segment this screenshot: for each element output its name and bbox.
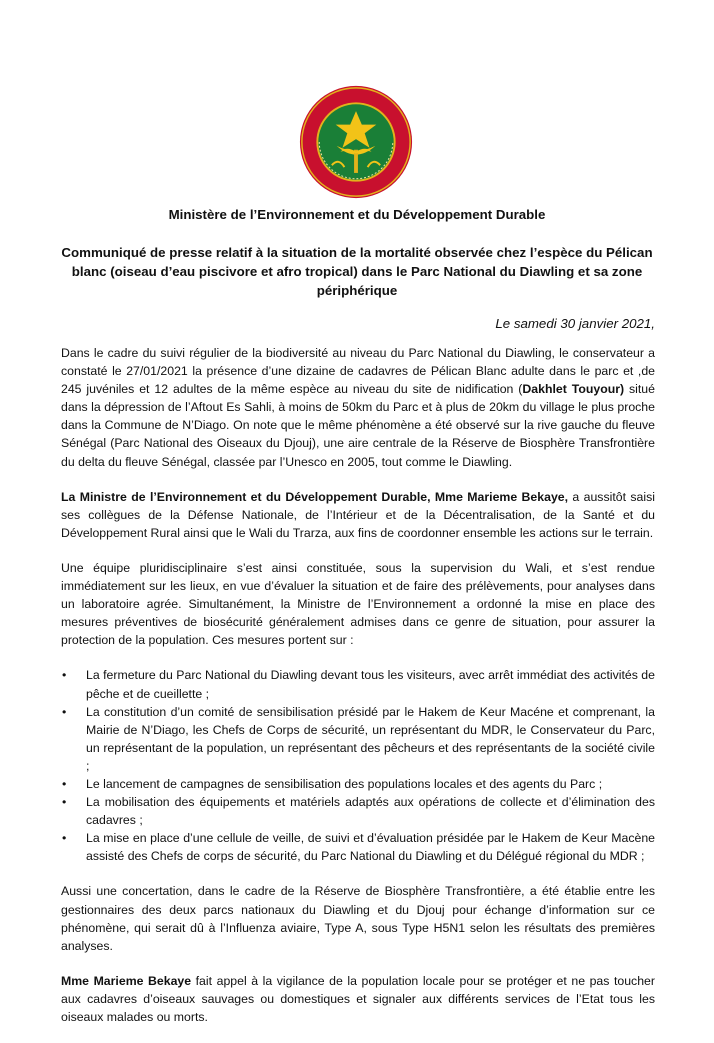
press-release-title (60, 243, 654, 300)
list-item (61, 775, 655, 793)
bullet: • (62, 795, 67, 810)
text-span: a aussitôt saisi ses collègues de la Défense Nationale, de l’Intérieur et de la Décentralisation, de la Santé et du Développement Rural ainsi que le Wali du Trarza, aux fins de coordonner ensemble les actions sur le terrain. (61, 489, 655, 540)
paragraph-concertation: Aussi une concertation, dans le cadre de la Réserve de Biosphère Transfrontière, a été établie entre les gestionnaires des deux parcs nationaux du Diawling et du Djouj pour échange d’information sur ce phénomène, qui serait dû à l’Influenza aviaire, Type A, sous Type H5N1 selon les résultats des premières analyses. (61, 884, 655, 953)
bullet: • (62, 704, 67, 719)
ministry-name: Ministère de l’Environnement et du Développement Durable (168, 207, 546, 222)
title-line: blanc (oiseau d’eau piscivore et afro tropical) dans le Parc National du Diawling et sa zone (71, 264, 643, 279)
list-item-text: La constitution d’un comité de sensibilisation présidé par le Hakem de Keur Macéne et comprenant, la Mairie de N’Diago, les Chefs de Corps de sécurité, un représentant du MDR, le Conservateur du Parc, un représentant de la population, un représentant des pêcheurs et des représentants de la société civile ; (86, 704, 655, 773)
list-item-text: La fermeture du Parc National du Diawling devant tous les visiteurs, avec arrêt immédiat des activités de pêche et de cueillette ; (86, 668, 655, 701)
paragraph-appeal (61, 972, 655, 1026)
list-item (61, 703, 655, 775)
title-line: périphérique (316, 283, 398, 298)
title-line: Communiqué de presse relatif à la situation de la mortalité observée chez l’espèce du Pélican (61, 245, 653, 260)
mauritania-seal-icon (298, 84, 414, 200)
bullet: • (62, 831, 67, 846)
measures-list (61, 666, 655, 865)
list-item (61, 829, 655, 865)
text-span: fait appel à la vigilance de la population locale pour se protéger et ne pas toucher aux cadavres d’oiseaux sauvages ou domestiques et signaler aux différents services de l’Etat tous les oiseaux malades ou morts. (61, 973, 655, 1024)
text-span: Dans le cadre du suivi régulier de la biodiversité au niveau du Parc National du Diawling, le conservateur a constaté le 27/01/2021 la présence d’une dizaine de cadavres de Pélican Blanc adulte dans le parc et ,de 245 juvéniles et 12 adultes de la même espèce au niveau du site de nidification ( (61, 346, 655, 397)
paragraph-minister (61, 488, 655, 542)
paragraph-team: Une équipe pluridisciplinaire s’est ainsi constituée, sous la supervision du Wali, et s’est rendue immédiatement sur les lieux, en vue d’évaluer la situation et de faire des prélèvements, pour analyses dans un laboratoire agrée. Simultanément, la Ministre de l’Environnement a ordonné la mise en place des mesures préventives de biosécurité généralement admises dans ce genre de situation, pour assurer la protection de la population. Ces mesures portent sur : (61, 560, 655, 648)
bullet: • (62, 668, 67, 683)
list-item-text: Le lancement de campagnes de sensibilisation des populations locales et des agents du Parc ; (86, 776, 603, 791)
minister-name: Mme Marieme Bekaye (61, 973, 192, 988)
text-span: situé dans la dépression de l’Aftout Es Sahli, à moins de 50km du Parc et à plus de 20km du village le plus proche dans la Commune de N’Diago. On note que le même phénomène a été observé sur la rive gauche du fleuve Sénégal (Parc National des Oiseaux du Djouj), une aire centrale de la Réserve de Biosphère Transfrontière du delta du fleuve Sénégal, classée par l’Unesco en 2005, tout comme le Diawling. (61, 382, 655, 469)
paragraph-context (61, 344, 655, 471)
site-name: Dakhlet Touyour) (522, 382, 625, 397)
list-item-text: La mobilisation des équipements et matériels adaptés aux opérations de collecte et d’élimination des cadavres ; (86, 795, 655, 828)
minister-name: La Ministre de l’Environnement et du Développement Durable, Mme Marieme Bekaye, (61, 489, 569, 504)
list-item (61, 793, 655, 829)
release-body (61, 344, 655, 1043)
release-date: Le samedi 30 janvier 2021, (495, 316, 655, 331)
bullet: • (62, 776, 67, 791)
list-item-text: La mise en place d’une cellule de veille, de suivi et d’évaluation présidée par le Hakem de Keur Macène assisté des Chefs de corps de sécurité, du Parc National du Diawling et du Délégué régional du MDR ; (86, 831, 655, 864)
list-item (61, 666, 655, 702)
